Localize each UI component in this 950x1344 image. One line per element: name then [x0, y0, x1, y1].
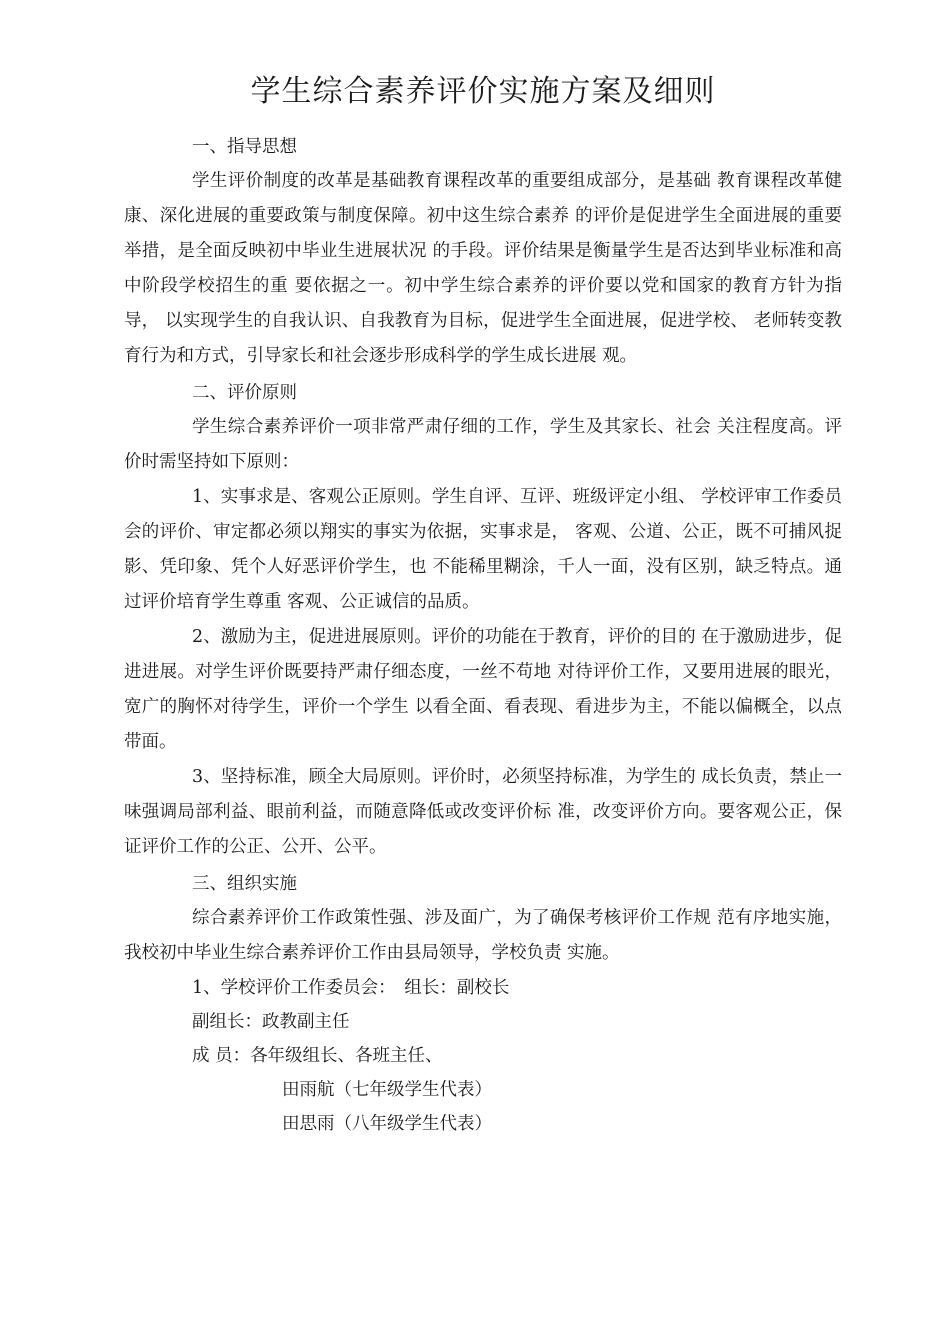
paragraph-principle-1: 1、实事求是、客观公正原则。学生自评、互评、班级评定小组、 学校评审工作委员会的评价、审定都必须以翔实的事实为依据，实事求是， 客观、公道、公正，既不可捕风捉影、凭印象、凭个人好恶评价学生，也 不能稀里糊涂，千人一面，没有区别，缺乏特点。通过评价培育学生尊重 客观、公正诚信的品质。	[124, 487, 842, 612]
paragraph-principle-3: 3、坚持标准，顾全大局原则。评价时，必须坚持标准，为学生的 成长负责，禁止一味强调局部利益、眼前利益，而随意降低或改变评价标 准，改变评价方向。要客观公正，保证评价工作的公正、公开、公平。	[124, 767, 842, 857]
paragraph-guiding-ideology: 学生评价制度的改革是基础教育课程改革的重要组成部分，是基础 教育课程改革健康、深化进展的重要政策与制度保障。初中这生综合素养 的评价是促进学生全面进展的重要举措，是全面反映初中毕业生进展状况 的手段。评价结果是衡量学生是否达到毕业标准和高中阶段学校招生的重 要依据之一。初中学生综合素养的评价要以党和国家的教育方针为指导， 以实现学生的自我认识、自我教育为目标，促进学生全面进展，促进学校、 老师转变教育行为和方式，引导家长和社会逐步形成科学的学生成长进展 观。	[124, 171, 842, 366]
section-heading-organization: 三、组织实施	[192, 874, 297, 894]
paragraph-organization: 综合素养评价工作政策性强、涉及面广，为了确保考核评价工作规 范有序地实施，我校初中毕业生综合素养评价工作由县局领导，学校负责 实施。	[124, 908, 842, 963]
section-heading-guiding-ideology: 一、指导思想	[192, 137, 297, 157]
student-rep-grade7: 田雨航（七年级学生代表）	[282, 1080, 492, 1100]
student-rep-grade8: 田思雨（八年级学生代表）	[282, 1114, 492, 1134]
section-heading-evaluation-principles: 二、评价原则	[192, 383, 297, 403]
committee-line: 1、学校评价工作委员会： 组长：副校长	[192, 978, 510, 998]
deputy-leader-line: 副组长：政教副主任	[192, 1012, 350, 1032]
members-line: 成 员：各年级组长、各班主任、	[192, 1046, 443, 1066]
paragraph-principle-2: 2、激励为主，促进进展原则。评价的功能在于教育，评价的目的 在于激励进步，促进进展。对学生评价既要持严肃仔细态度，一丝不苟地 对待评价工作，又要用进展的眼光，宽广的胸怀对待学生，评价一个学生 以看全面、看表现、看进步为主，不能以偏概全，以点带面。	[124, 627, 842, 752]
paragraph-principles-intro: 学生综合素养评价一项非常严肃仔细的工作，学生及其家长、社会 关注程度高。评价时需坚持如下原则：	[124, 417, 842, 472]
document-title: 学生综合素养评价实施方案及细则	[250, 74, 716, 109]
